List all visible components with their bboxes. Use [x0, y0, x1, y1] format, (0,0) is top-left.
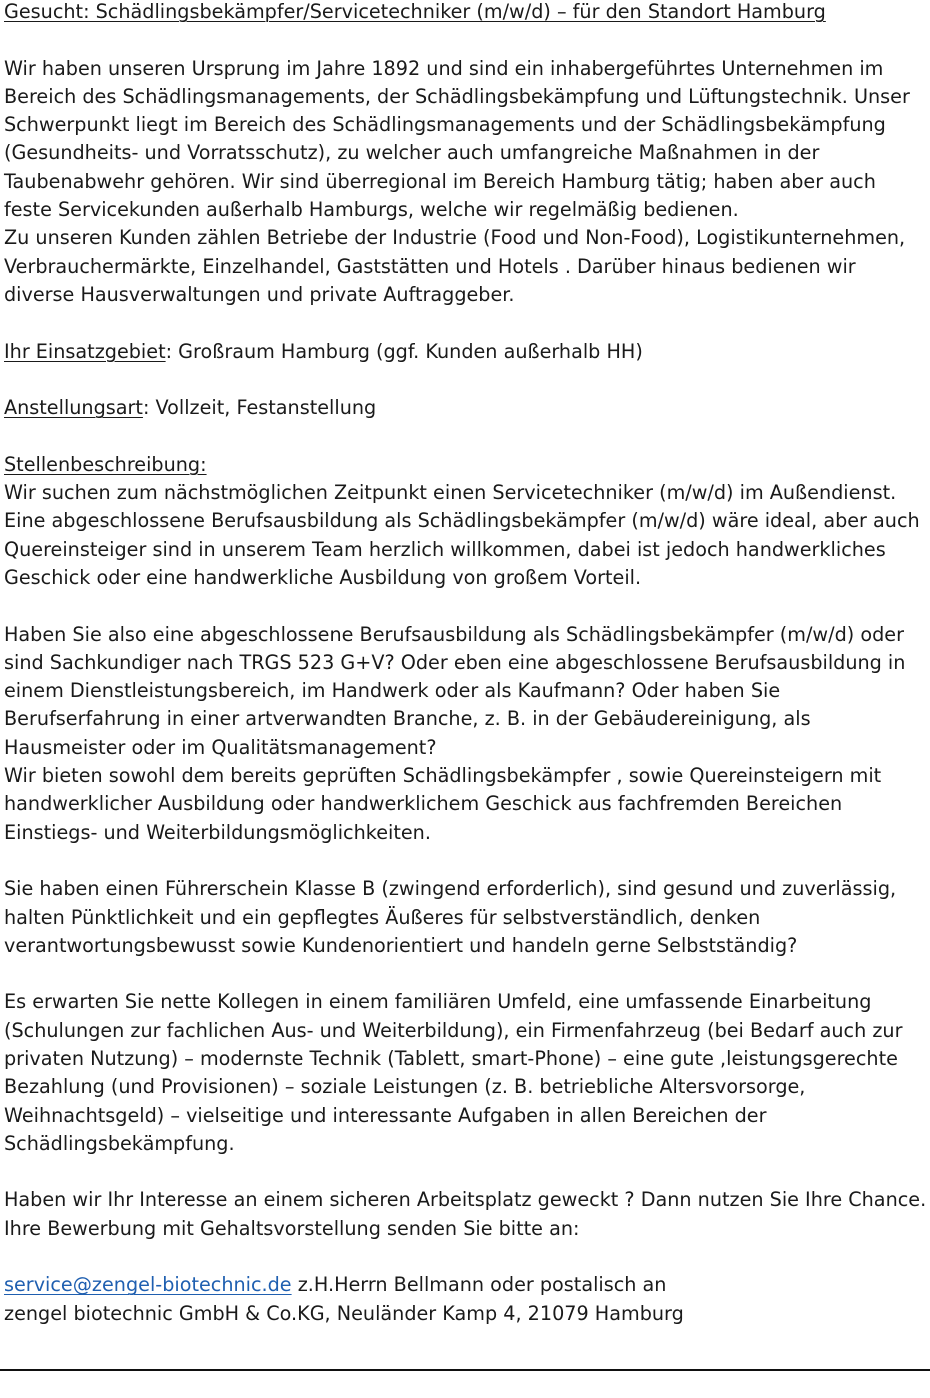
description-paragraph-3: Wir bieten sowohl dem bereits geprüften Schädlingsbekämpfer , sowie Quereinsteigern mit handwerklicher Ausbildung oder handwerklichem Geschick aus fachfremden Bereichen Einstiegs- und Weiterbildungsmöglichkeiten. — [4, 764, 882, 844]
intro-paragraph-1: Wir haben unseren Ursprung im Jahre 1892 und sind ein inhabergeführtes Unternehmen im Bereich des Schädlingsmanagements, der Schädlingsbekämpfung und Lüftungstechnik. Unser Schwerpunkt liegt im Bereich des Schädlingsmanagements und der Schädlingsbekämpfung (Gesundheits- und Vorratsschutz), zu welcher auch umfangreiche Maßnahmen in der Taubenabwehr gehören. Wir sind überregional im Bereich Hamburg tätig; haben aber auch feste Servicekunden außerhalb Hamburgs, welche wir regelmäßig bedienen. — [4, 56, 910, 222]
contact-suffix: z.H.Herrn Bellmann oder postalisch an — [291, 1273, 667, 1297]
einsatzgebiet-label: Ihr Einsatzgebiet — [4, 339, 166, 363]
email-link[interactable]: service@zengel-biotechnic.de — [4, 1273, 292, 1297]
description-paragraph-2: Haben Sie also eine abgeschlossene Berufsausbildung als Schädlingsbekämpfer (m/w/d) oder sind Sachkundiger nach TRGS 523 G+V? Oder eben eine abgeschlossene Berufsausbildung in einem Dienstleistungsbereich, im Handwerk oder als Kaufmann? Oder haben Sie Berufserfahrung in einer artverwandten Branche, z. B. in der Gebäudereinigung, als Hausmeister oder im Qualitätsmanagement? — [4, 622, 906, 759]
description-paragraph-6: Haben wir Ihr Interesse an einem sicheren Arbeitsplatz geweckt ? Dann nutzen Sie Ihre Chance. Ihre Bewerbung mit Gehaltsvorstellung senden Sie bitte an: — [4, 1188, 927, 1240]
spacer — [4, 422, 928, 450]
description-paragraph-5: Es erwarten Sie nette Kollegen in einem familiären Umfeld, eine umfassende Einarbeitung (Schulungen zur fachlichen Aus- und Weiterbildung), ein Firmenfahrzeug (bei Bedarf auch zur privaten Nutzung) – modernste Technik (Tablett, smart-Phone) – eine gute ,leistungsgerechte Bezahlung (und Provisionen) – soziale Leistungen (z. B. betriebliche Altersvorsorge, Weihnachtsgeld) – vielseitige und interessante Aufgaben in allen Bereichen der Schädlingsbekämpfung. — [4, 990, 903, 1155]
einsatzgebiet-value: : Großraum Hamburg (ggf. Kunden außerhalb HH) — [165, 339, 643, 363]
einsatzgebiet-line — [4, 338, 928, 366]
contact-line — [4, 1271, 928, 1299]
spacer — [4, 366, 928, 394]
spacer — [4, 592, 928, 620]
page-title: Gesucht: Schädlingsbekämpfer/Servicetechniker (m/w/d) – für den Standort Hamburg — [4, 0, 826, 23]
spacer — [4, 960, 928, 988]
description-paragraph-4: Sie haben einen Führerschein Klasse B (zwingend erforderlich), sind gesund und zuverlässig, halten Pünktlichkeit und ein gepflegtes Äußeres für selbstverständlich, denken verantwortungsbewusst sowie Kundenorientiert und handeln gerne Selbstständig? — [4, 877, 897, 957]
anstellungsart-line — [4, 394, 928, 422]
spacer — [4, 1243, 928, 1271]
stellenbeschreibung-heading: Stellenbeschreibung: — [4, 452, 207, 476]
anstellungsart-label: Anstellungsart — [4, 396, 143, 420]
description-paragraph-1: Wir suchen zum nächstmöglichen Zeitpunkt einen Servicetechniker (m/w/d) im Außendienst. Eine abgeschlossene Berufsausbildung als Schädlingsbekämpfer (m/w/d) wäre ideal, aber auch Quereinsteiger sind in unserem Team herzlich willkommen, dabei ist jedoch handwerkliches Geschick oder eine handwerkliche Ausbildung von großem Vorteil. — [4, 481, 920, 589]
spacer — [4, 847, 928, 875]
spacer — [4, 26, 928, 54]
job-posting — [4, 0, 928, 1328]
spacer — [4, 1158, 928, 1186]
postal-address: zengel biotechnic GmbH & Co.KG, Neuländer Kamp 4, 21079 Hamburg — [4, 1301, 684, 1325]
spacer — [4, 309, 928, 337]
intro-paragraph-2: Zu unseren Kunden zählen Betriebe der Industrie (Food und Non-Food), Logistikunternehmen, Verbrauchermärkte, Einzelhandel, Gaststätten und Hotels . Darüber hinaus bedienen wir diverse Hausverwaltungen und private Auftraggeber. — [4, 226, 906, 306]
bottom-divider — [0, 1369, 930, 1371]
anstellungsart-value: : Vollzeit, Festanstellung — [142, 396, 377, 420]
